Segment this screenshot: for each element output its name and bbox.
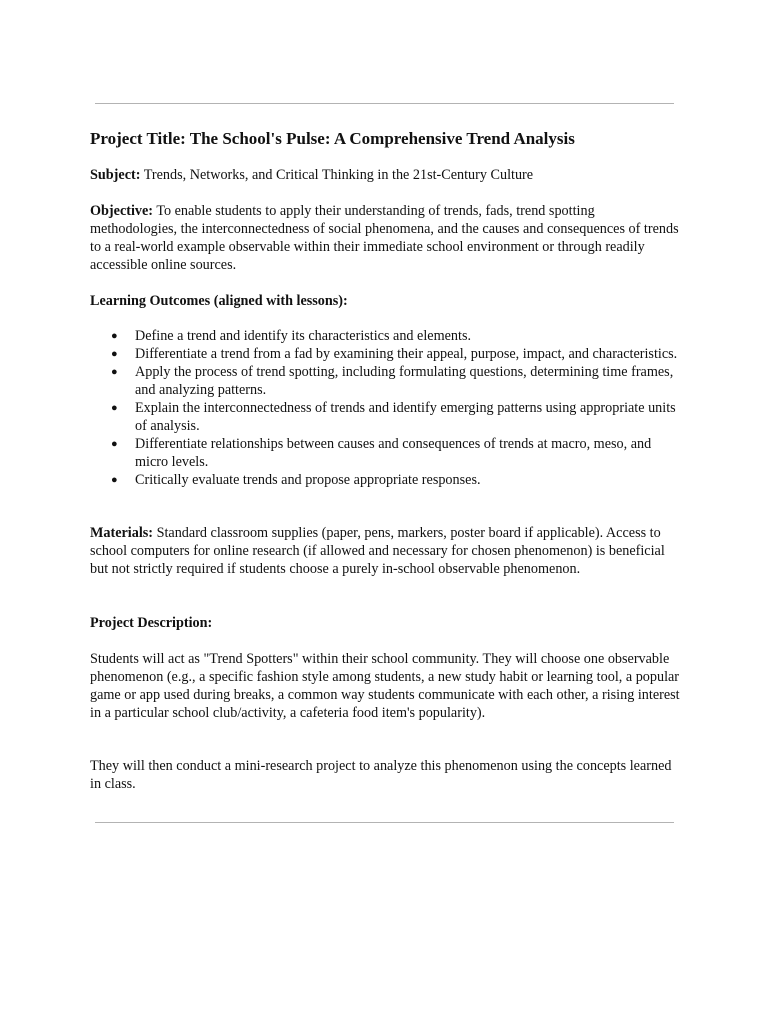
project-description-paragraph-2: They will then conduct a mini-research project to analyze this phenomenon using the concepts learned in class. bbox=[90, 758, 672, 792]
list-item-text: Differentiate a trend from a fad by examining their appeal, purpose, impact, and characteristics. bbox=[135, 346, 678, 362]
learning-outcomes-heading: Learning Outcomes (aligned with lessons): bbox=[90, 293, 348, 309]
objective-label: Objective: bbox=[90, 203, 154, 219]
page-title: Project Title: The School's Pulse: A Comprehensive Trend Analysis bbox=[90, 129, 575, 148]
subject-text: Trends, Networks, and Critical Thinking in the 21st-Century Culture bbox=[140, 167, 534, 183]
bottom-divider bbox=[95, 822, 674, 823]
list-item-text: Critically evaluate trends and propose appropriate responses. bbox=[135, 472, 481, 488]
list-item bbox=[90, 327, 680, 345]
subject-label: Subject: bbox=[90, 167, 141, 183]
list-item bbox=[90, 471, 680, 489]
top-divider bbox=[95, 103, 674, 104]
project-description-paragraph-1: Students will act as "Trend Spotters" within their school community. They will choose one observable phenomenon (e.g., a specific fashion style among students, a new study habit or learning tool, a popular game or app used during breaks, a common way students communicate with each other, a rising interest in a particular school club/activity, a cafeteria food item's popularity). bbox=[90, 651, 680, 721]
list-item bbox=[90, 363, 680, 399]
learning-outcomes-list bbox=[90, 327, 680, 489]
objective-text: To enable students to apply their understanding of trends, fads, trend spotting methodologies, the interconnectedness of social phenomena, and the causes and consequences of trends to a real-world example observable within their immediate school environment or through readily accessible online sources. bbox=[90, 203, 679, 273]
bullet-icon: ● bbox=[111, 474, 118, 486]
materials-text: Standard classroom supplies (paper, pens, markers, poster board if applicable). Access to school computers for online research (if allowed and necessary for chosen phenomenon) is beneficial but not strictly required if students choose a purely in-school observable phenomenon. bbox=[90, 525, 665, 577]
materials-paragraph bbox=[90, 524, 680, 578]
list-item-text: Apply the process of trend spotting, including formulating questions, determining time frames, and analyzing patterns. bbox=[135, 364, 674, 398]
project-description-heading: Project Description: bbox=[90, 615, 213, 631]
list-item bbox=[90, 345, 680, 363]
list-item-text: Define a trend and identify its characteristics and elements. bbox=[135, 328, 472, 344]
list-item-text: Explain the interconnectedness of trends and identify emerging patterns using appropriate units of analysis. bbox=[135, 400, 676, 434]
bullet-icon: ● bbox=[111, 438, 118, 450]
list-item bbox=[90, 435, 680, 471]
bullet-icon: ● bbox=[111, 366, 118, 378]
list-item-text: Differentiate relationships between causes and consequences of trends at macro, meso, and micro levels. bbox=[135, 436, 652, 470]
bullet-icon: ● bbox=[111, 348, 118, 360]
subject-paragraph bbox=[90, 166, 680, 184]
list-item bbox=[90, 399, 680, 435]
bullet-icon: ● bbox=[111, 330, 118, 342]
objective-paragraph bbox=[90, 202, 680, 274]
bullet-icon: ● bbox=[111, 402, 118, 414]
materials-label: Materials: bbox=[90, 525, 154, 541]
